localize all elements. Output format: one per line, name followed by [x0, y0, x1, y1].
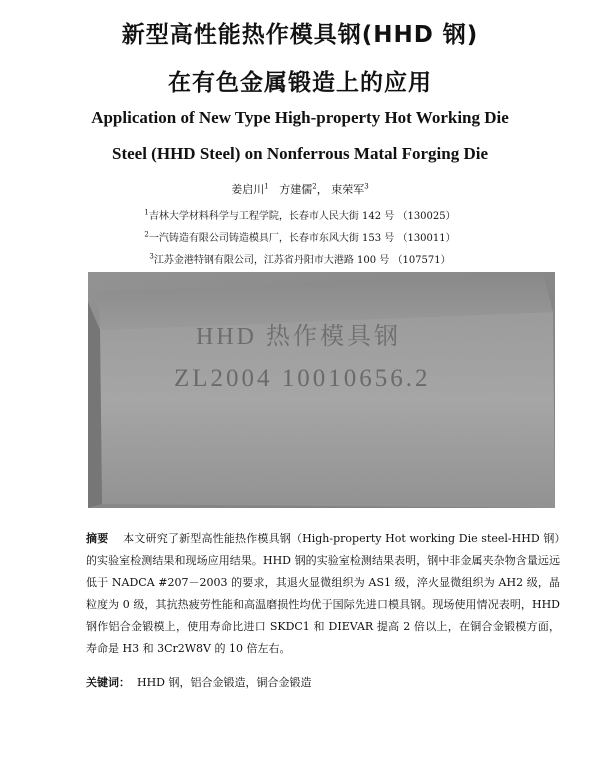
author-mark: 2 [312, 182, 317, 191]
stamped-text-line2: ZL2004 10010656.2 [174, 365, 431, 392]
keywords [86, 674, 560, 690]
author-name: 方建儒 [279, 183, 313, 196]
affiliation-mark: 3 [149, 252, 154, 261]
paper-title-en-line1: Application of New Type High-property Hot Working Die [91, 108, 509, 127]
author-list: 姜启川$^1$ 方建儒$^2$， 束荣军$^3$ [231, 182, 369, 196]
author-name: 姜启川 [231, 183, 265, 196]
stamped-text-line1: HHD 热作模具钢 [196, 324, 401, 350]
keywords-label: 关键词： [86, 676, 130, 689]
keywords-text: HHD 钢，铝合金锻造，铜合金锻造 [137, 676, 312, 689]
steel-block-photo [88, 272, 555, 508]
affiliation [0, 207, 600, 222]
affiliation [0, 251, 600, 266]
author-name: 束荣军 [331, 183, 365, 196]
abstract-text: 本文研究了新型高性能热作模具钢（High-property Hot working Die steel-HHD 钢）的实验室检测结果和现场应用结果。HHD 钢的实验室检测结果表明，钢中非金属夹杂物含量远远低于 NADCA #207－2003 的要求，其退火显微组织为 AS1 级，淬火显微组织为 AH2 级，晶粒度为 0 级，其抗热疲劳性能和高温磨损性均优于国际先进口模具钢。现场使用情况表明，HHD 钢作铝合金锻模上，使用寿命比进口 SKDC1 和 DIEVAR 提高 2 倍以上，在铜合金锻模方面，寿命是 H3 和 3Cr2W8V 的 10 倍左右。 [86, 532, 561, 655]
paper-title-cn-line1: 新型高性能热作模具钢(HHD 钢) [121, 22, 479, 48]
affiliation-text: 吉林大学材料科学与工程学院，长春市人民大街 142 号 （130025） [148, 211, 456, 222]
abstract-label: 摘要 [86, 532, 109, 545]
affiliation-mark: 2 [144, 230, 149, 239]
affiliation [0, 229, 600, 244]
affiliation-text: 一汽铸造有限公司铸造模具厂，长春市东风大街 153 号 （130011） [148, 233, 456, 244]
abstract [86, 528, 560, 660]
paper-title-cn-line2: 在有色金属锻造上的应用 [168, 70, 432, 96]
affiliation-text: 江苏金港特钢有限公司，江苏省丹阳市大港路 100 号 （107571） [153, 255, 451, 266]
author-mark: 1 [264, 182, 269, 191]
affiliation-mark: 1 [144, 208, 149, 217]
paper-title-en-line2: Steel (HHD Steel) on Nonferrous Matal Forging Die [112, 144, 488, 163]
author-mark: 3 [364, 182, 369, 191]
